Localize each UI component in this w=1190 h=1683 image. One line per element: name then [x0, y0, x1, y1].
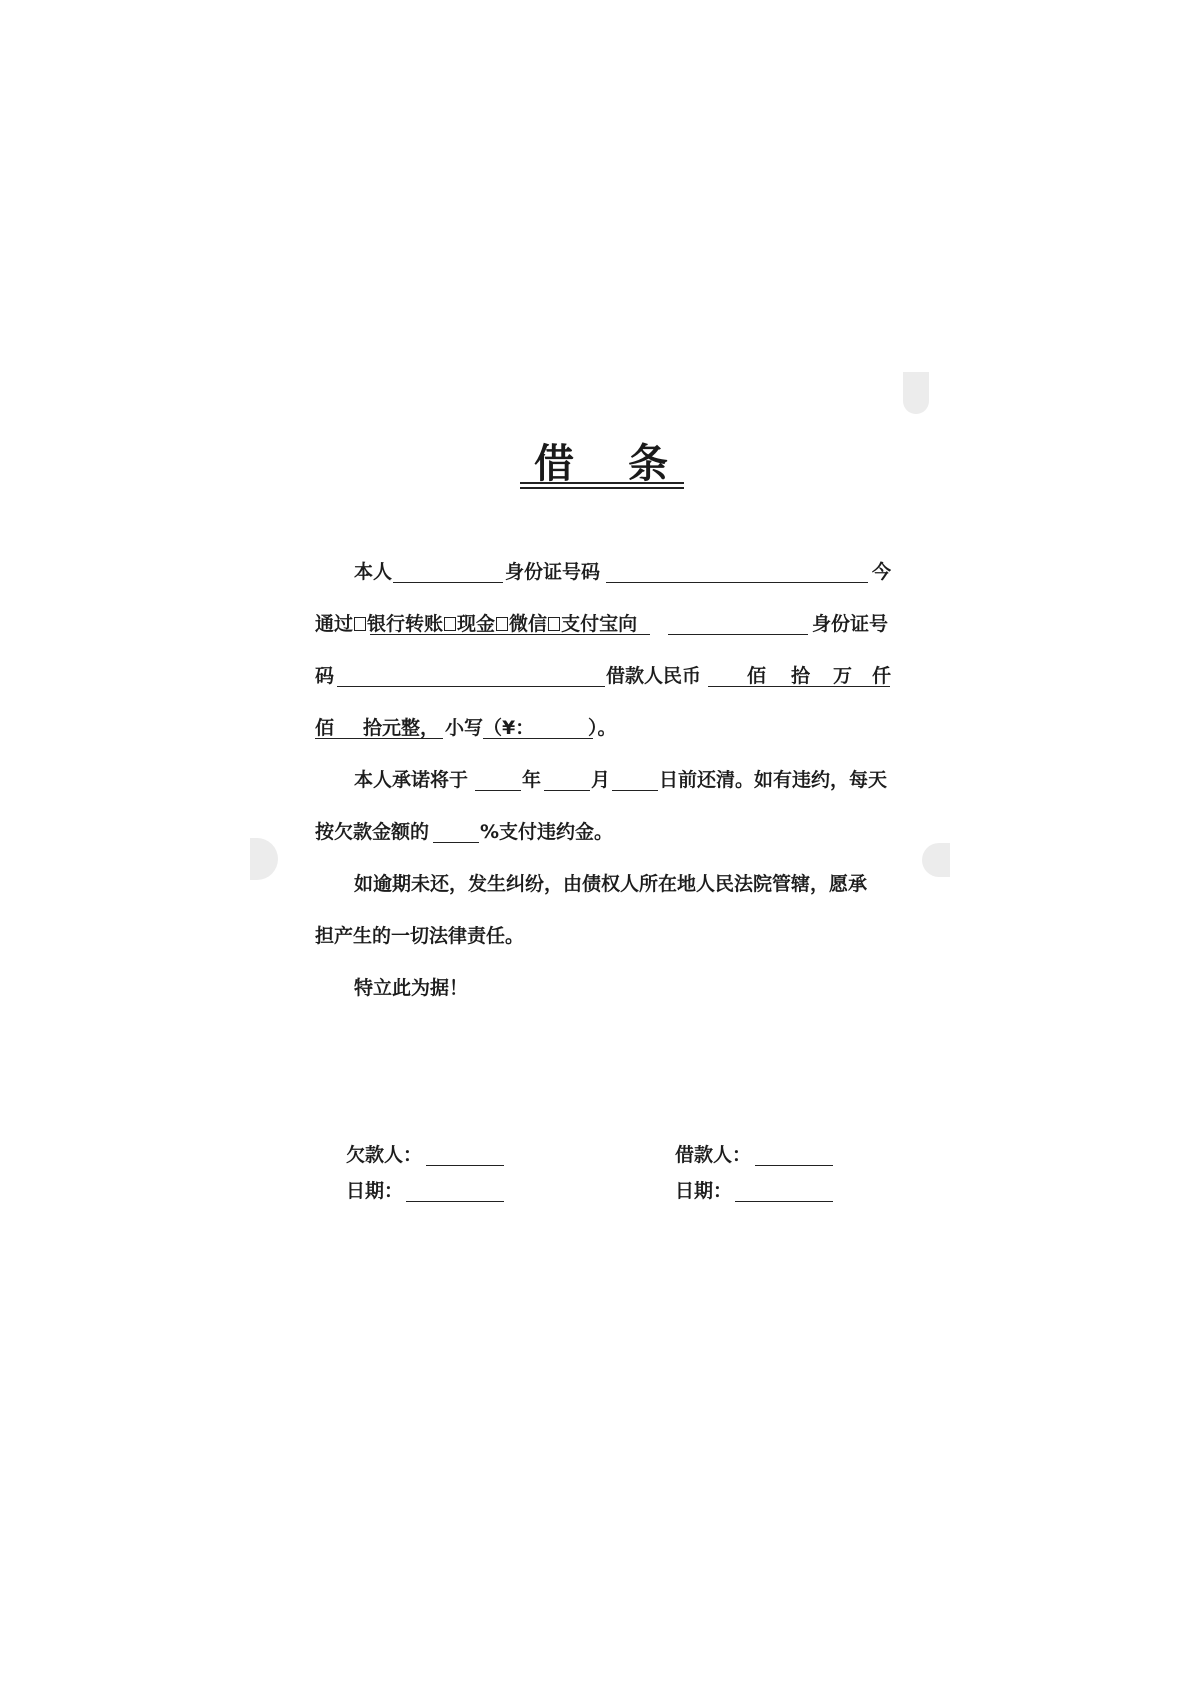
text-borrow-rmb: 借款人民币: [606, 665, 702, 687]
unit-qian: 仟: [872, 665, 892, 687]
payment-options-underline: [370, 634, 650, 635]
text-promise: 本人承诺将于: [354, 769, 469, 791]
text-liability: 担产生的一切法律责任。: [315, 925, 525, 947]
text-self: 本人: [354, 561, 393, 583]
text-id-label-2: 身份证号: [812, 613, 889, 635]
text-dispute: 如逾期未还，发生纠纷，由债权人所在地人民法院管辖，愿承: [354, 873, 868, 895]
blank-lender-signature[interactable]: [755, 1165, 833, 1166]
unit-bai-2: 佰: [315, 717, 335, 739]
text-today: 今: [872, 561, 892, 583]
blank-date-right[interactable]: [735, 1201, 833, 1202]
checkbox-bank[interactable]: [354, 617, 366, 631]
checkbox-alipay[interactable]: [548, 617, 560, 631]
blank-penalty-rate[interactable]: [433, 842, 479, 843]
text-to: 向: [618, 613, 638, 635]
checkbox-cash[interactable]: [444, 617, 456, 631]
option-wechat-label: 微信: [509, 613, 548, 635]
blank-day[interactable]: [612, 790, 658, 791]
option-cash-label: 现金: [457, 613, 496, 635]
label-debtor: 欠款人：: [346, 1144, 423, 1166]
scan-artifact-left: [250, 838, 278, 880]
text-penalty-b: %支付违约金。: [480, 821, 614, 843]
blank-year[interactable]: [475, 790, 521, 791]
title-char-2: 条: [628, 441, 668, 487]
blank-date-left[interactable]: [406, 1201, 504, 1202]
text-ma: 码: [315, 665, 335, 687]
blank-debtor-signature[interactable]: [426, 1165, 504, 1166]
text-id-label-1: 身份证号码: [505, 561, 601, 583]
title-underline-1: [520, 482, 684, 484]
blank-borrower-id[interactable]: [606, 582, 868, 583]
option-bank-label: 银行转账: [367, 613, 444, 635]
blank-lender-name[interactable]: [668, 634, 808, 635]
text-day-rest: 日前还清。如有违约，每天: [659, 769, 888, 791]
unit-bai-1: 佰: [747, 665, 767, 687]
blank-borrower-name[interactable]: [393, 582, 503, 583]
text-via: 通过: [315, 613, 354, 635]
unit-shi-1: 拾: [791, 665, 811, 687]
checkbox-wechat[interactable]: [496, 617, 508, 631]
title-underline-2: [520, 487, 684, 489]
label-date-right: 日期：: [675, 1180, 733, 1202]
text-evidence: 特立此为据！: [354, 977, 469, 999]
text-year: 年: [522, 769, 542, 791]
blank-lender-id[interactable]: [337, 686, 605, 687]
title-char-1: 借: [534, 441, 574, 487]
scan-artifact-top-right: [903, 372, 929, 414]
scan-artifact-right: [922, 843, 950, 877]
text-penalty-a: 按欠款金额的: [315, 821, 430, 843]
blank-small-amount[interactable]: [483, 738, 593, 739]
label-date-left: 日期：: [346, 1180, 404, 1202]
option-alipay-label: 支付宝: [561, 613, 619, 635]
unit-wan: 万: [833, 665, 853, 687]
blank-month[interactable]: [544, 790, 590, 791]
text-small-amount: 小写（¥：: [445, 717, 535, 739]
text-close-paren: ）。: [588, 717, 617, 739]
unit-shi-yuan: 拾元整，: [363, 717, 440, 739]
label-lender: 借款人：: [675, 1144, 752, 1166]
text-month: 月: [591, 769, 611, 791]
